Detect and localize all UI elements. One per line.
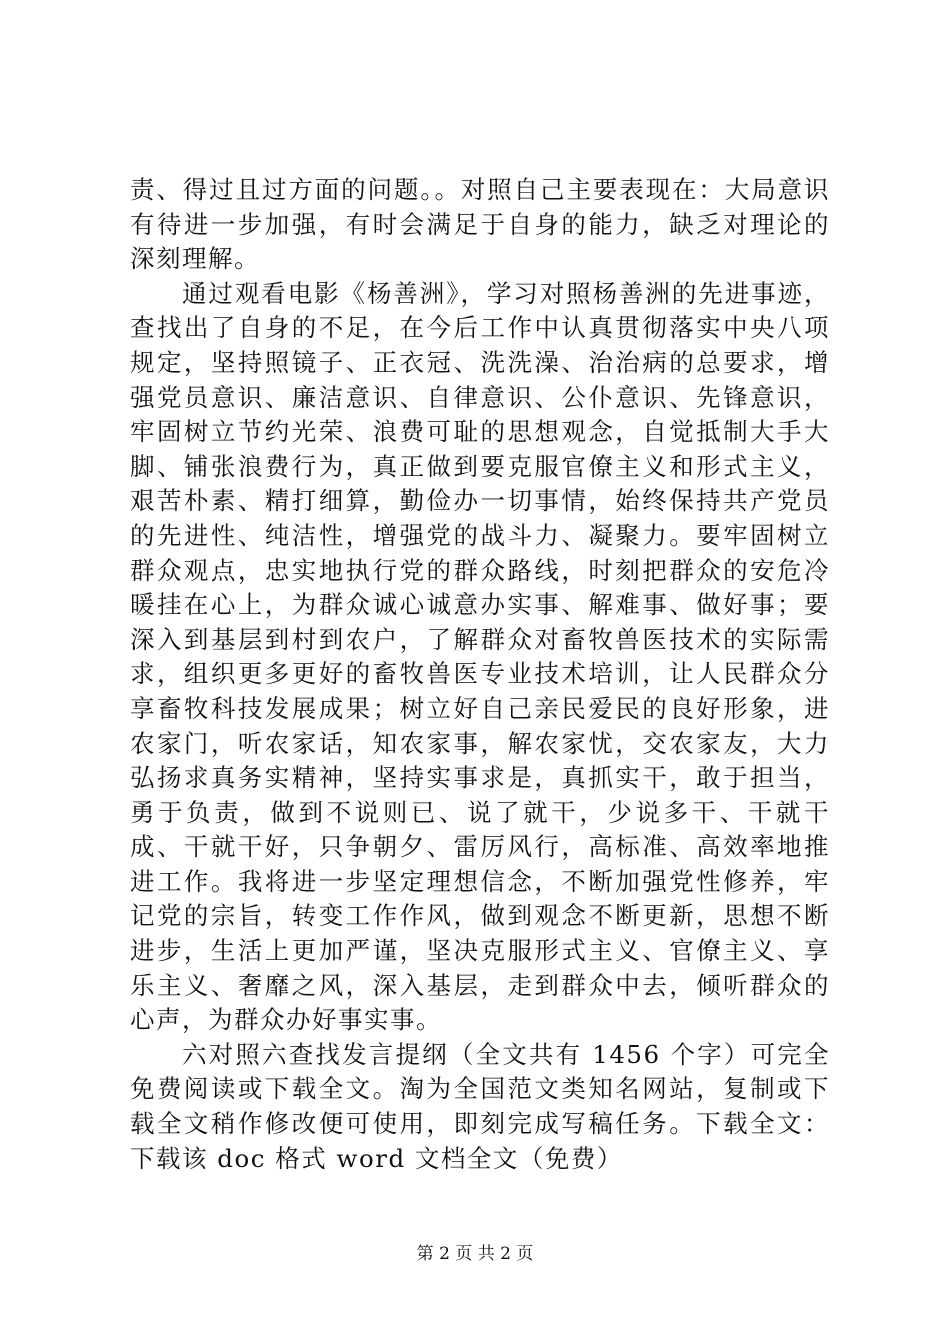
paragraph-yang-shanzhou: 通过观看电影《杨善洲》，学习对照杨善洲的先进事迹，查找出了自身的不足，在今后工作中认真贯彻落实中央八项规定，坚持照镜子、正衣冠、洗洗澡、治治病的总要求，增强党员意识、廉洁意识、自律意识、公仆意识、先锋意识，牢固树立节约光荣、浪费可耻的思想观念，自觉抵制大手大脚、铺张浪费行为，真正做到要克服官僚主义和形式主义，艰苦朴素、精打细算，勤俭办一切事情，始终保持共产党员的先进性、纯洁性，增强党的战斗力、凝聚力。要牢固树立群众观点，忠实地执行党的群众路线，时刻把群众的安危冷暖挂在心上，为群众诚心诚意办实事、解难事、做好事；要深入到基层到村到农户，了解群众对畜牧兽医技术的实际需求，组织更多更好的畜牧兽医专业技术培训，让人民群众分享畜牧科技发展成果；树立好自己亲民爱民的良好形象，进农家门，听农家话，知农家事，解农家忧，交农家友，大力弘扬求真务实精神，坚持实事求是，真抓实干，敢于担当，勇于负责，做到不说则已、说了就干，少说多干、干就干成、干就干好，只争朝夕、雷厉风行，高标准、高效率地推进工作。我将进一步坚定理想信念，不断加强党性修养，牢记党的宗旨，转变工作作风，做到观念不断更新，思想不断进步，生活上更加严谨，坚决克服形式主义、官僚主义、享乐主义、奢靡之风，深入基层，走到群众中去，倾听群众的心声，为群众办好事实事。 [130,278,830,1035]
document-body [130,173,830,1176]
paragraph-download-note: 六对照六查找发言提纲（全文共有 1456 个字）可完全免费阅读或下载全文。淘为全国范文类知名网站，复制或下载全文稍作修改便可使用，即刻完成写稿任务。下载全文：下载该 doc 格式 word 文档全文（免费） [130,1039,830,1173]
paragraph-continuation: 责、得过且过方面的问题。。对照自己主要表现在：大局意识有待进一步加强，有时会满足于自身的能力，缺乏对理论的深刻理解。 [130,175,830,274]
page-number-footer: 第 2 页 共 2 页 [416,1244,534,1264]
